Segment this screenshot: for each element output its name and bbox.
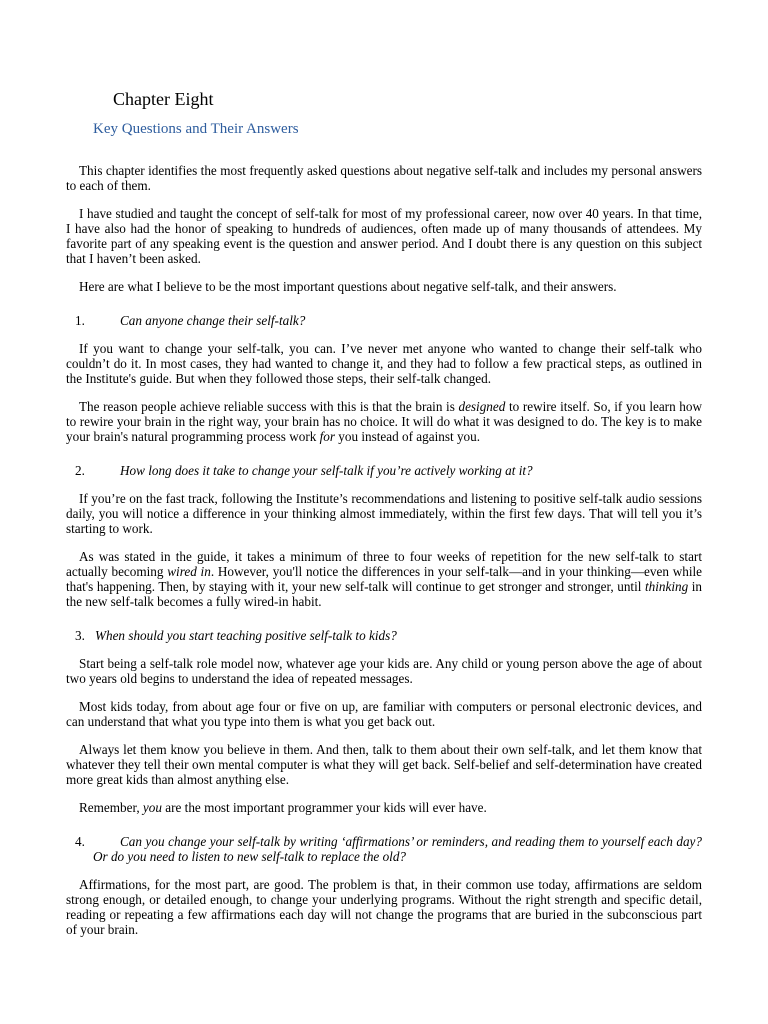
- intro-paragraph-1: This chapter identifies the most frequently asked questions about negative self-talk and includes my personal answers to each of them.: [66, 163, 702, 193]
- answer-3-paragraph-3: Always let them know you believe in them. And then, talk to them about their own self-talk, and let them know that whatever they tell their own mental computer is what they will get back. Self-belief and self-determination have created more great kids than almost anything else.: [66, 742, 702, 787]
- chapter-subtitle: Key Questions and Their Answers: [93, 121, 299, 137]
- answer-3-paragraph-4: Remember, you are the most important programmer your kids will ever have.: [79, 800, 487, 815]
- question-3: [66, 628, 702, 643]
- answer-2-paragraph-1: If you’re on the fast track, following the Institute’s recommendations and listening to positive self-talk audio sessions daily, you will notice a difference in your thinking almost immediately, within the first few days. That will tell you it’s starting to work.: [66, 491, 702, 536]
- question-2-number: 2.: [75, 463, 85, 478]
- answer-1-paragraph-1: If you want to change your self-talk, you can. I’ve never met anyone who wanted to change their self-talk who couldn’t do it. In most cases, they had wanted to change it, and they had to follow a few practical steps, as outlined in the Institute's guide. But when they followed those steps, their self-talk changed.: [66, 341, 702, 386]
- question-3-text: When should you start teaching positive self-talk to kids?: [95, 628, 397, 643]
- question-4-number: 4.: [75, 834, 85, 849]
- answer-4-paragraph-1: Affirmations, for the most part, are good. The problem is that, in their common use today, affirmations are seldom strong enough, or detailed enough, to change your underlying programs. Without the right strength and specific detail, reading or repeating a few affirmations each day will not change the programs that are buried in the subconscious part of your brain.: [66, 877, 702, 937]
- body-text: [66, 163, 702, 950]
- question-1-number: 1.: [75, 313, 85, 328]
- answer-3-paragraph-2: Most kids today, from about age four or five on up, are familiar with computers or personal electronic devices, and can understand that what you type into them is what you get back out.: [66, 699, 702, 729]
- chapter-title: Chapter Eight: [113, 89, 214, 109]
- intro-paragraph-2: I have studied and taught the concept of self-talk for most of my professional career, now over 40 years. In that time, I have also had the honor of speaking to hundreds of audiences, often made up of many thousands of attendees. My favorite part of any speaking event is the question and answer period. And I doubt there is any question on this subject that I haven’t been asked.: [66, 206, 702, 266]
- question-2-text: How long does it take to change your self-talk if you’re actively working at it?: [120, 463, 533, 478]
- answer-1-paragraph-2: The reason people achieve reliable success with this is that the brain is designed to rewire itself. So, if you learn how to rewire your brain in the right way, your brain has no choice. It will do what it was designed to do. The key is to make your brain's natural programming process work for you instead of against you.: [66, 399, 702, 444]
- question-4: [66, 834, 702, 864]
- question-4-text: Can you change your self-talk by writing ‘affirmations’ or reminders, and reading them to yourself each day? Or do you need to listen to new self-talk to replace the old?: [93, 834, 702, 864]
- question-3-number: 3.: [75, 628, 85, 643]
- answer-2-paragraph-2: As was stated in the guide, it takes a minimum of three to four weeks of repetition for the new self-talk to start actually becoming wired in. However, you'll notice the differences in your self-talk—and in your thinking—even while that's happening. Then, by staying with it, your new self-talk will continue to get stronger and stronger, until thinking in the new self-talk becomes a fully wired-in habit.: [66, 549, 702, 609]
- question-1-text: Can anyone change their self-talk?: [120, 313, 306, 328]
- question-1: [66, 313, 702, 328]
- answer-3-paragraph-1: Start being a self-talk role model now, whatever age your kids are. Any child or young person above the age of about two years old begins to understand the idea of repeated messages.: [66, 656, 702, 686]
- question-2: [66, 463, 702, 478]
- intro-paragraph-3: Here are what I believe to be the most important questions about negative self-talk, and their answers.: [79, 279, 617, 294]
